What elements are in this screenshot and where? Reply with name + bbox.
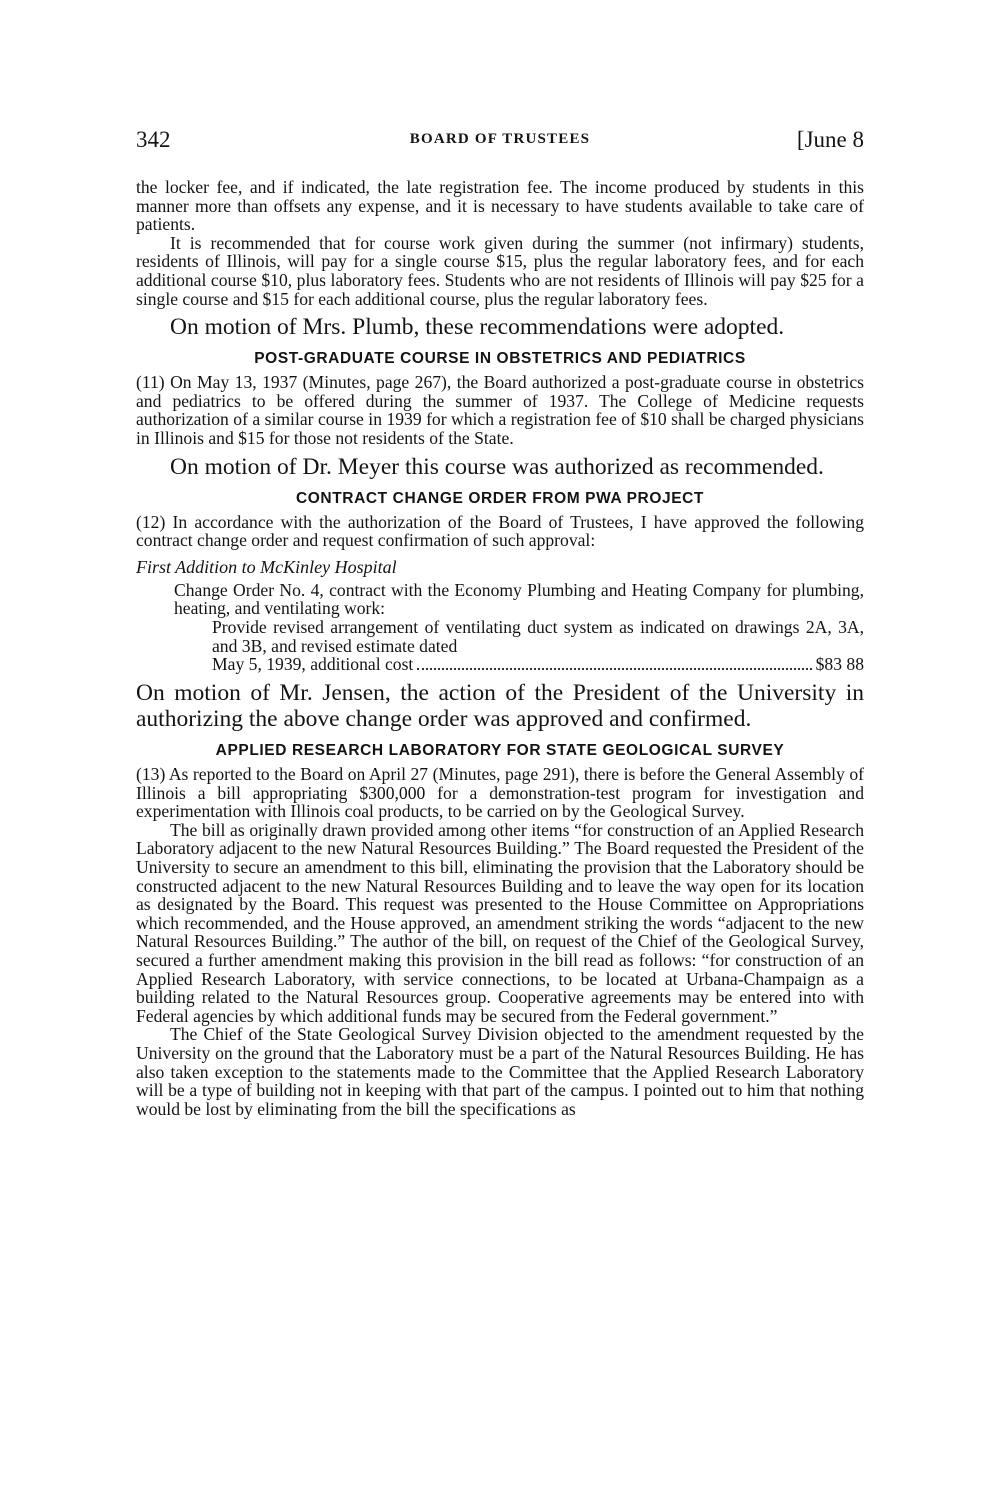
header-date: [June 8 [796,127,864,152]
subheading: First Addition to McKinley Hospital [136,556,397,577]
page-header [136,127,864,159]
motion-text: On motion of Mrs. Plumb, these recommendations were adopted. [170,314,785,341]
paragraph: (12) In accordance with the authorization of the Board of Trustees, I have approved the following contract change order and request confirmation of such approval: [136,511,864,551]
change-order-detail: Provide revised arrangement of ventilating duct system as indicated on drawings 2A, 3A, and 3B, and revised estimate dated [212,616,864,656]
paragraph: The Chief of the State Geological Survey Division objected to the amendment requested by the University on the ground that the Laboratory must be a part of the Natural Resources Building. He has also taken exception to the statements made to the Committee that the Applied Research Laboratory will be a type of building not in keeping with that part of the campus. I pointed out to him that nothing would be lost by eliminating from the bill the specifications as [136,1024,864,1119]
cost-line [136,655,864,674]
paragraph: (13) As reported to the Board on April 27 (Minutes, page 291), there is before the General Assembly of Illinois a bill appropriating $300,000 for a demonstration-test program for investigation and experimentation with Illinois coal products, to be carried on by the Geological Survey. [136,764,864,822]
motion-text: On motion of Mr. Jensen, the action of the President of the University in authorizing the above change order was approved and confirmed. [136,680,864,733]
paragraph: (11) On May 13, 1937 (Minutes, page 267), the Board authorized a post-graduate course in obstetrics and pediatrics to be offered during the summer of 1937. The College of Medicine requests authorization of a similar course in 1939 for which a registration fee of $10 shall be charged physicians in Illinois and $15 for those not residents of the State. [136,372,864,448]
running-title: BOARD OF TRUSTEES [409,131,591,147]
motion-text: On motion of Dr. Meyer this course was authorized as recommended. [170,453,824,480]
cost-line-text: May 5, 1939, additional cost [212,654,414,675]
dot-leader [417,668,811,670]
paragraph: the locker fee, and if indicated, the late registration fee. The income produced by students in this manner more than offsets any expense, and it is necessary to have students available to take care of patients. [136,177,864,235]
section-heading: POST-GRADUATE COURSE IN OBSTETRICS AND PEDIATRICS [254,350,746,368]
page-number: 342 [136,127,171,152]
change-order-text: Change Order No. 4, contract with the Economy Plumbing and Heating Company for plumbing, heating, and ventilating work: [174,579,864,619]
paragraph: The bill as originally drawn provided among other items “for construction of an Applied Research Laboratory adjacent to the new Natural Resources Building.” The Board requested the President of the University to secure an amendment to this bill, eliminating the provision that the Laboratory should be constructed adjacent to the new Natural Resources Building and to leave the way open for its location as designated by the Board. This request was presented to the House Committee on Appropriations which recommended, and the House approved, an amendment striking the words “adjacent to the new Natural Resources Building.” The author of the bill, on request of the Chief of the Geological Survey, secured a further amendment making this provision in the bill read as follows: “for construction of an Applied Research Laboratory, with service connections, to be located at Urbana-Champaign as a building related to the Natural Resources group. Cooperative agreements may be entered into with Federal agencies by which additional funds may be secured from the Federal government.” [136,819,864,1026]
section-heading: APPLIED RESEARCH LABORATORY FOR STATE GEOLOGICAL SURVEY [215,742,785,760]
cost-amount: $83 88 [815,654,864,675]
section-heading: CONTRACT CHANGE ORDER FROM PWA PROJECT [295,489,704,507]
paragraph: It is recommended that for course work given during the summer (not infirmary) students, residents of Illinois, will pay for a single course $15, plus the regular laboratory fees, and for each additional course $10, plus laboratory fees. Students who are not residents of Illinois will pay $25 for a single course and $15 for each additional course, plus the regular laboratory fees. [136,232,864,309]
page-body [136,178,864,1118]
